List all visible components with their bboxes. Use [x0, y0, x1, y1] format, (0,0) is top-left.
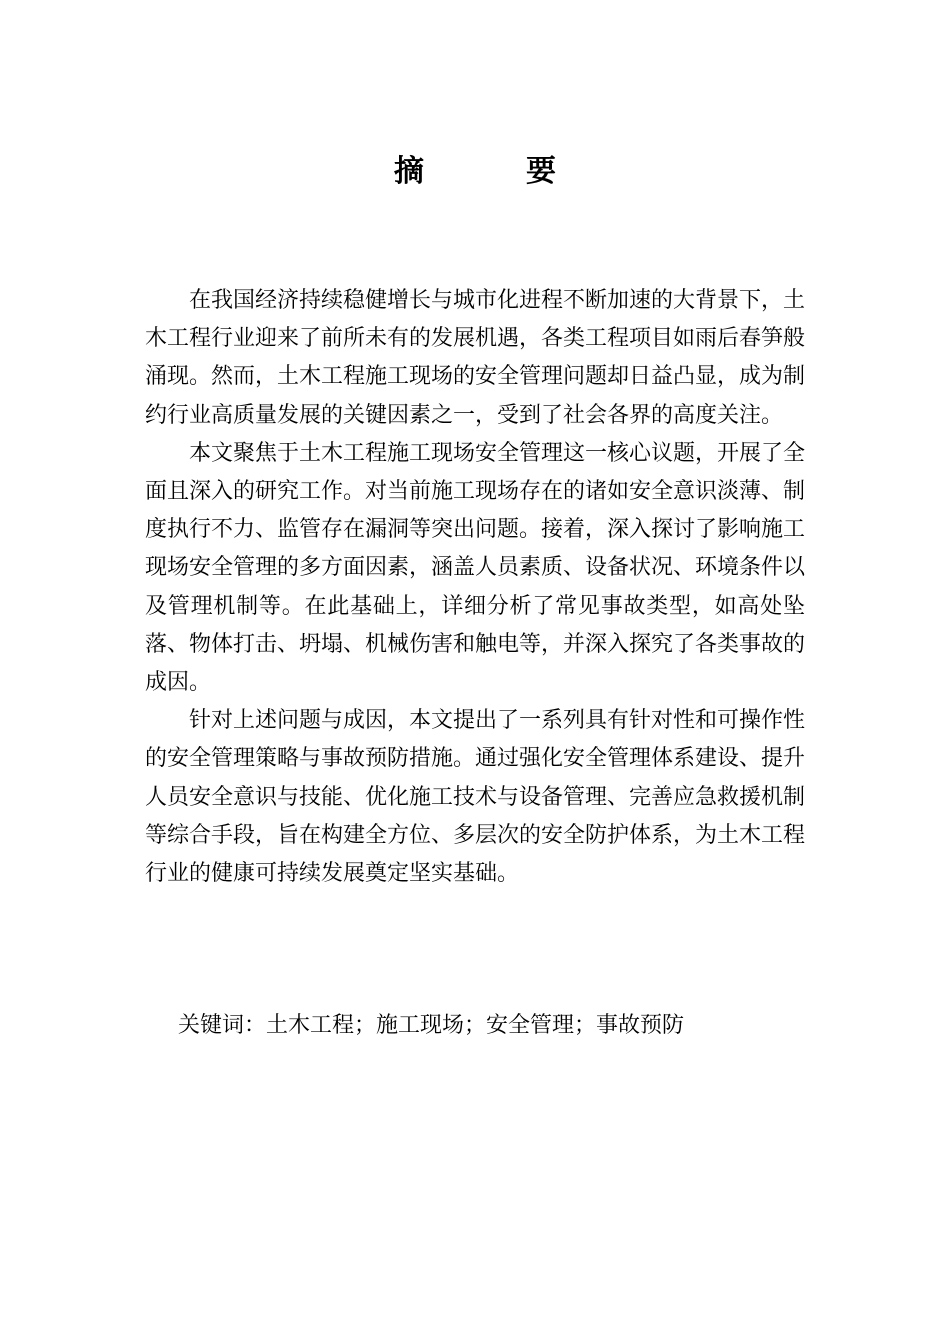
keywords-value: 土木工程；施工现场；安全管理；事故预防	[266, 1013, 685, 1038]
abstract-paragraph-2: 本文聚焦于土木工程施工现场安全管理这一核心议题，开展了全面且深入的研究工作。对当前施工现场存在的诸如安全意识淡薄、制度执行不力、监管存在漏洞等突出问题。接着，深入探讨了影响施工现场安全管理的多方面因素，涵盖人员素质、设备状况、环境条件以及管理机制等。在此基础上，详细分析了常见事故类型，如高处坠落、物体打击、坍塌、机械伤害和触电等，并深入探究了各类事故的成因。	[145, 440, 806, 696]
abstract-body	[145, 282, 805, 893]
keywords-label: 关键词：	[178, 1013, 267, 1038]
abstract-title: 摘 要	[394, 154, 592, 189]
abstract-paragraph-3: 针对上述问题与成因，本文提出了一系列具有针对性和可操作性的安全管理策略与事故预防措施。通过强化安全管理体系建设、提升人员安全意识与技能、优化施工技术与设备管理、完善应急救援机制等综合手段，旨在构建全方位、多层次的安全防护体系，为土木工程行业的健康可持续发展奠定坚实基础。	[145, 708, 806, 887]
keywords-line	[178, 1007, 818, 1045]
abstract-paragraph-1: 在我国经济持续稳健增长与城市化进程不断加速的大背景下，土木工程行业迎来了前所未有的发展机遇，各类工程项目如雨后春笋般涌现。然而，土木工程施工现场的安全管理问题却日益凸显，成为制约行业高质量发展的关键因素之一，受到了社会各界的高度关注。	[145, 288, 806, 428]
